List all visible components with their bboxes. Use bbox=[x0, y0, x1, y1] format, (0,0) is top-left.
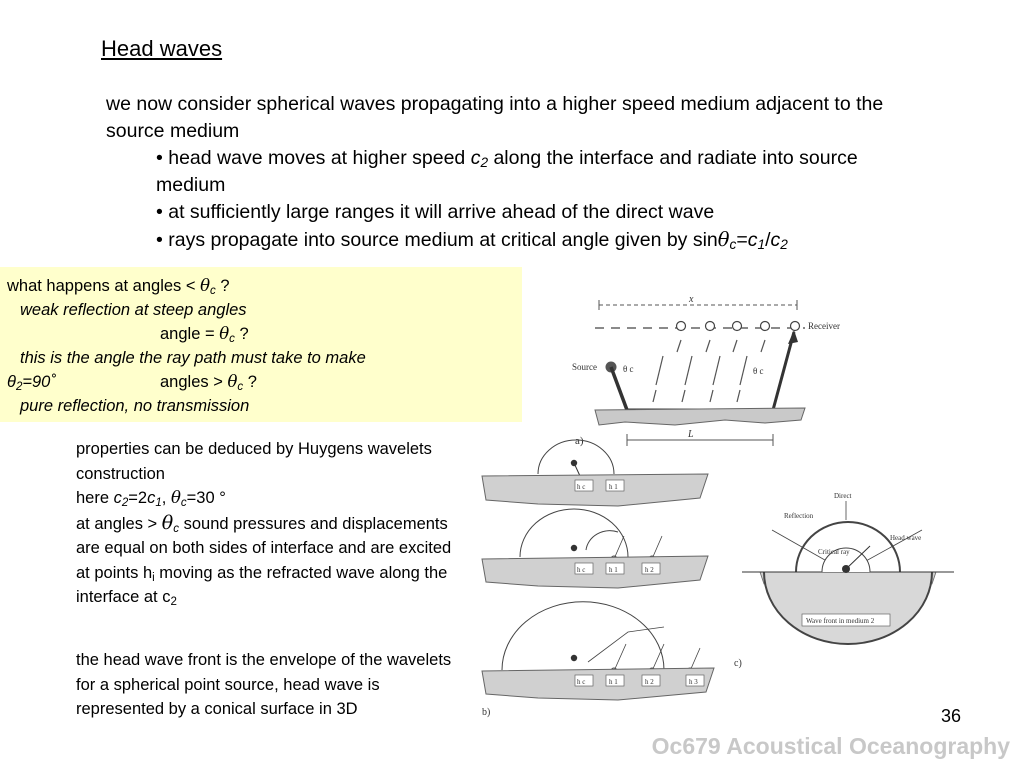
envelope-text bbox=[76, 648, 456, 722]
L-label: L bbox=[688, 429, 694, 440]
source-label: Source bbox=[572, 362, 597, 372]
h3-label-bottom: h 3 bbox=[689, 678, 698, 686]
figure-a-head-wave-geometry bbox=[565, 292, 840, 450]
hc-label-bottom: h c bbox=[577, 678, 586, 686]
huygens-text bbox=[76, 437, 456, 610]
head-wave-label: Head wave bbox=[890, 534, 922, 542]
h2-label-bottom: h 2 bbox=[645, 678, 654, 686]
receiver-points bbox=[677, 322, 800, 331]
hc-label-top: h c bbox=[577, 483, 586, 491]
wavefront-medium2-label: Wave front in medium 2 bbox=[806, 617, 875, 625]
bullet-head-wave-speed: • head wave moves at higher speed $c_2$ along the interface and radiate into source medium bbox=[156, 147, 858, 196]
huygens-explanation: at angles > $\theta_c$ sound pressures and displacements are equal on both sides of interface and are excited at points $h_i$ moving as the refracted wave along the interface at $c_2$ bbox=[76, 511, 452, 608]
h2-label-middle: h 2 bbox=[645, 566, 654, 574]
x-label: x bbox=[689, 294, 694, 305]
question-angle-equal: angle = $\theta_c$ ? bbox=[160, 324, 249, 345]
figure-b-huygens-wavelets bbox=[478, 452, 738, 724]
intro-text: we now consider spherical waves propagating into a higher speed medium adjacent to the source medium bbox=[106, 93, 884, 142]
direct-label: Direct bbox=[834, 492, 852, 500]
answer-critical-path: this is the angle the ray path must take to make bbox=[20, 349, 366, 367]
h1-label-middle: h 1 bbox=[609, 566, 618, 574]
question-angles-greater: angles > $\theta_c$ ? bbox=[160, 372, 257, 393]
envelope-line: the head wave front is the envelope of the wavelets bbox=[76, 651, 452, 669]
panel-c-label: c) bbox=[734, 658, 742, 669]
huygens-params: here $c_2=2c_1$, $\theta_c=30$ ° bbox=[76, 488, 226, 509]
bullet-critical-angle: • rays propagate into source medium at critical angle given by $\sin\theta_c=c_1/c_2$ bbox=[156, 228, 788, 252]
receiver-label: Receiver bbox=[808, 321, 840, 331]
slide-title: Head waves bbox=[101, 36, 223, 61]
answer-weak-reflection: weak reflection at steep angles bbox=[20, 301, 247, 319]
theta-c-label-left: θ c bbox=[623, 364, 634, 374]
bullet-list bbox=[156, 145, 916, 254]
huygens-intro: properties can be deduced by Huygens wavelets construction bbox=[76, 440, 432, 483]
answer-pure-reflection: pure reflection, no transmission bbox=[20, 397, 250, 415]
critical-ray-label: Critical ray bbox=[818, 548, 850, 556]
reflection-label: Reflection bbox=[784, 512, 814, 520]
head-wave-rays bbox=[653, 340, 765, 402]
page-number: 36 bbox=[941, 706, 962, 726]
figure-c-head-wave-front bbox=[734, 486, 958, 669]
h1-label-bottom: h 1 bbox=[609, 678, 618, 686]
panel-a-label: a) bbox=[575, 435, 584, 447]
answer-theta2: $\theta_2=90˚$ bbox=[7, 373, 56, 393]
conical-surface-line: for a spherical point source, head wave is represented by a conical surface in 3D bbox=[76, 675, 380, 718]
question-box bbox=[0, 267, 522, 422]
question-angles-less: what happens at angles < $\theta_c$ ? bbox=[7, 276, 230, 297]
panel-b-label: b) bbox=[482, 707, 491, 718]
theta-c-label-right: θ c bbox=[753, 366, 764, 376]
course-footer: Oc679 Acoustical Oceanography bbox=[651, 733, 1010, 759]
hc-label-middle: h c bbox=[577, 566, 586, 574]
bullet-large-ranges: • at sufficiently large ranges it will arrive ahead of the direct wave bbox=[156, 201, 715, 223]
h1-label-top: h 1 bbox=[609, 483, 618, 491]
